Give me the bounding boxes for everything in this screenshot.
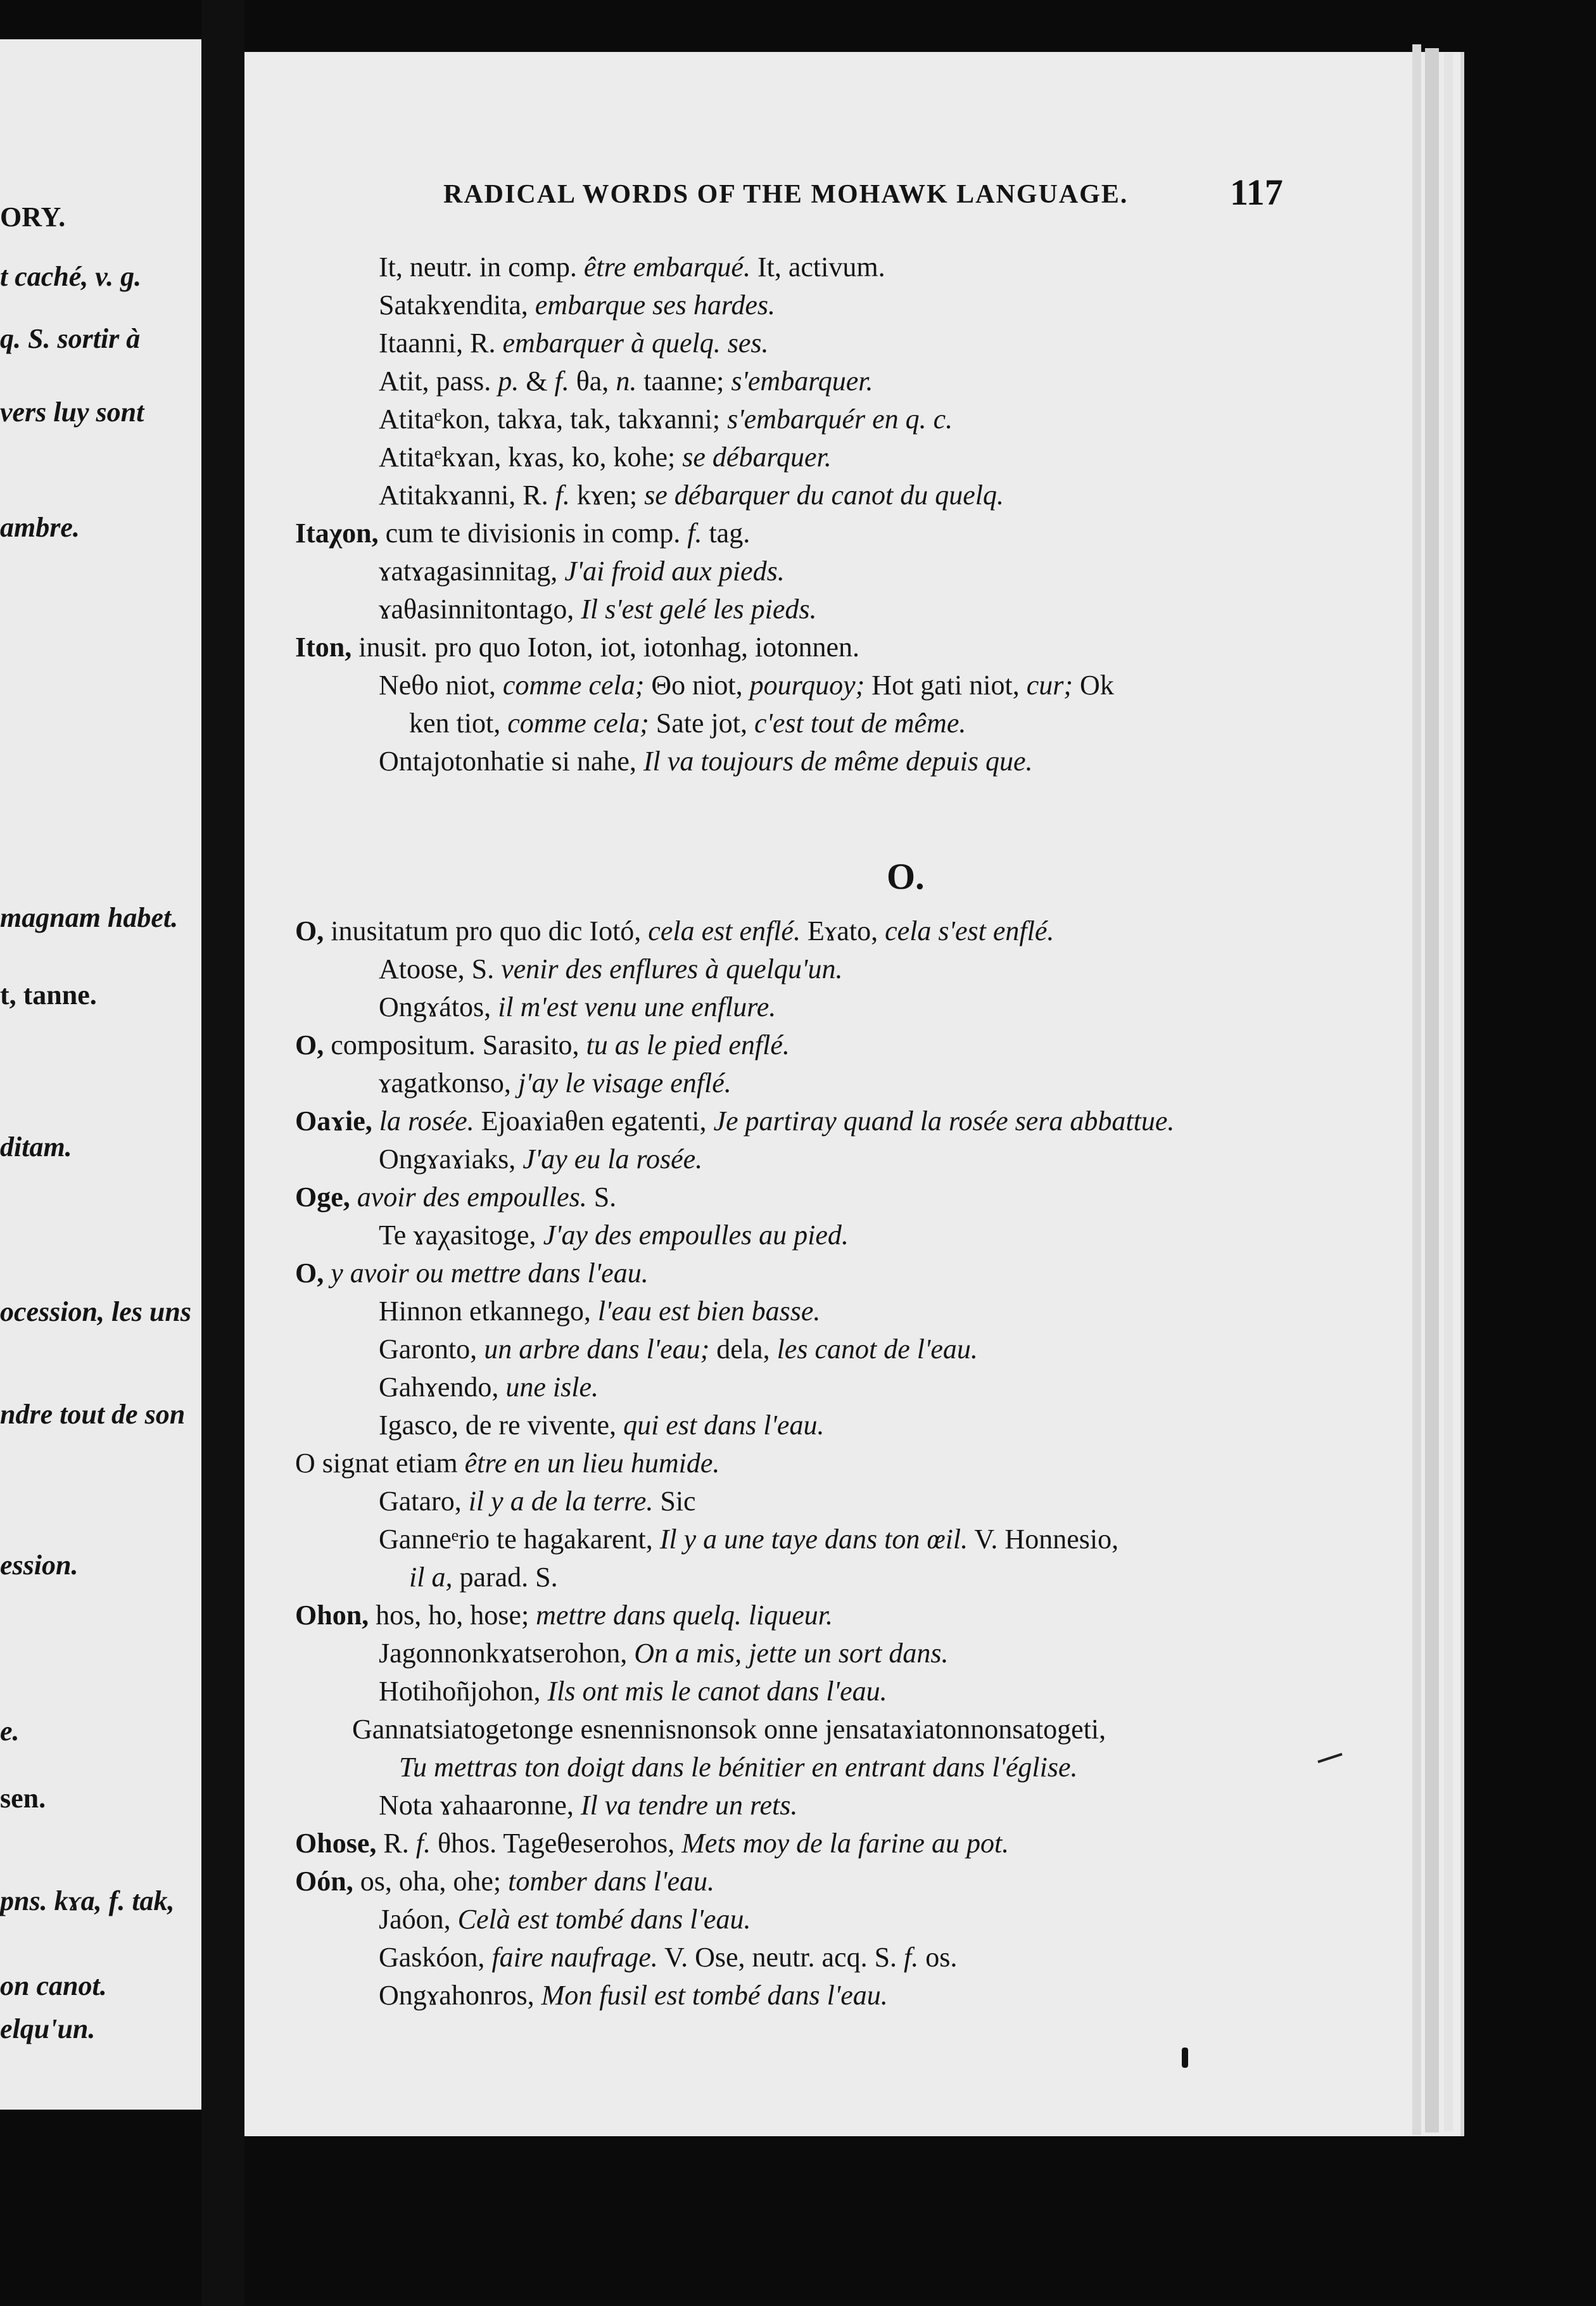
entry-text: Ontajotonhatie si nahe, <box>379 746 643 777</box>
entry-line <box>379 1675 887 1708</box>
entry-line <box>379 1979 888 2012</box>
entry-text: Atit, pass. <box>379 366 498 397</box>
entry-line <box>379 1371 598 1404</box>
french-gloss: Mets moy de la farine au pot. <box>681 1828 1010 1859</box>
entry-text: θa, <box>569 366 616 397</box>
left-page-line: vers luy sont <box>0 397 144 428</box>
french-gloss: cela s'est enflé. <box>885 915 1054 946</box>
french-gloss: n. <box>616 366 637 397</box>
french-gloss: f. <box>415 1828 431 1859</box>
french-gloss: j'ay le visage enflé. <box>517 1067 732 1099</box>
entry-line <box>379 1409 824 1442</box>
headword: Iton, <box>295 632 352 663</box>
entry-text: O <box>295 1448 315 1479</box>
left-page-line: sen. <box>0 1783 46 1814</box>
french-gloss: une isle. <box>505 1372 599 1403</box>
entry-text: Hotihoñjohon, <box>379 1676 548 1707</box>
left-page-line: ndre tout de son <box>0 1399 186 1430</box>
french-gloss: tomber dans l'eau. <box>508 1866 715 1897</box>
french-gloss: Il va tendre un rets. <box>580 1790 798 1821</box>
headword: Itaχon, <box>295 518 379 549</box>
left-page-line: ocession, les uns <box>0 1296 191 1327</box>
entry-text: Ongɤahonros, <box>379 1980 542 2011</box>
french-gloss: J'ay eu la rosée. <box>522 1143 703 1175</box>
french-gloss: J'ay des empoulles au pied. <box>543 1220 849 1251</box>
left-page-line: ambre. <box>0 512 80 543</box>
entry-text: Hinnon etkannego, <box>379 1296 598 1327</box>
entry-line <box>379 403 953 436</box>
entry-text: Atitaᵉkɤan, kɤas, ko, kohe; <box>379 442 683 473</box>
entry-text: tag. <box>702 518 750 549</box>
french-gloss: f. <box>554 366 569 397</box>
entry-line <box>379 479 1004 512</box>
left-page-line: t, tanne. <box>0 979 97 1010</box>
entry-text: Ejoaɤiaθen egatenti, <box>474 1105 714 1137</box>
entry-text <box>324 1258 331 1289</box>
french-gloss: f. <box>687 518 702 549</box>
french-gloss: pourquoy; <box>749 670 865 701</box>
entry-line <box>295 631 859 664</box>
entry-text: taanne; <box>636 366 732 397</box>
entry-line <box>379 327 769 360</box>
french-gloss: c'est tout de même. <box>754 708 966 739</box>
section-letter: O. <box>887 856 925 897</box>
entry-text: compositum. Sarasito, <box>324 1029 586 1061</box>
french-gloss: être en un lieu humide. <box>464 1448 720 1479</box>
french-gloss: p. <box>498 366 519 397</box>
french-gloss: avoir des empoulles. <box>357 1182 587 1213</box>
entry-line <box>379 1941 957 1974</box>
entry-text <box>372 1105 379 1137</box>
left-page-line: magnam habet. <box>0 902 179 933</box>
left-page-line: pns. kɤa, f. tak, <box>0 1885 175 1916</box>
entry-text: Gahɤendo, <box>379 1372 506 1403</box>
french-gloss: Il va toujours de même depuis que. <box>643 746 1033 777</box>
french-gloss: cur; <box>1026 670 1074 701</box>
left-page-line: ditam. <box>0 1131 72 1163</box>
french-gloss: Tu mettras ton doigt dans le bénitier en entrant dans l'église. <box>399 1752 1078 1783</box>
headword: Oge, <box>295 1182 350 1213</box>
entry-text: os, oha, ohe; <box>353 1866 509 1897</box>
entry-text: inusit. pro quo Ioton, iot, iotonhag, iotonnen. <box>352 632 859 663</box>
entry-text: Atoose, S. <box>379 953 502 984</box>
entry-text: Neθo niot, <box>379 670 503 701</box>
left-page-line: ession. <box>0 1550 79 1581</box>
entry-line <box>379 1333 978 1366</box>
french-gloss: il a, <box>409 1562 453 1593</box>
french-gloss: être embarqué. <box>583 252 750 283</box>
entry-line <box>379 1143 702 1176</box>
entry-text: Gannatsiatogetonge esnennisnonsok onne jensataɤiatonnonsatogeti, <box>352 1714 1106 1745</box>
entry-text: Ongɤaɤiaks, <box>379 1143 523 1175</box>
entry-text: R. <box>376 1828 416 1859</box>
entry-text: ɤaθasinnitontago, <box>379 594 581 625</box>
left-page-line: q. S. sortir à <box>0 323 141 354</box>
french-gloss: J'ai froid aux pieds. <box>564 556 785 587</box>
page-edge <box>1425 48 1439 2132</box>
entry-line <box>379 1067 732 1100</box>
headword: Ohon, <box>295 1600 369 1631</box>
pencil-mark <box>1317 1753 1342 1763</box>
entry-line <box>295 1181 616 1214</box>
entry-line <box>409 707 966 740</box>
entry-text: V. Honnesio, <box>968 1524 1119 1555</box>
french-gloss: la rosée. <box>379 1105 474 1137</box>
entry-line <box>379 953 842 986</box>
entry-text: os. <box>918 1942 958 1973</box>
entry-text: inusitatum pro quo dic Iotó, <box>324 915 649 946</box>
entry-text: parad. S. <box>452 1562 558 1593</box>
entry-line <box>379 1523 1118 1556</box>
entry-line <box>379 745 1033 778</box>
french-gloss: embarque ses hardes. <box>535 290 776 321</box>
french-gloss: mettre dans quelq. liqueur. <box>536 1600 833 1631</box>
entry-text: Atitaᵉkon, takɤa, tak, takɤanni; <box>379 404 728 435</box>
entry-line <box>295 1029 790 1062</box>
french-gloss: f. <box>904 1942 919 1973</box>
entry-text: Te ɤaχasitoge, <box>379 1220 543 1251</box>
entry-text: Ongɤátos, <box>379 991 498 1022</box>
entry-line <box>295 1447 719 1480</box>
french-gloss: y avoir ou mettre dans l'eau. <box>331 1258 649 1289</box>
french-gloss: tu as le pied enflé. <box>586 1029 790 1061</box>
left-page-line: e. <box>0 1716 20 1747</box>
entry-line <box>352 1713 1106 1746</box>
entry-text: dela, <box>709 1334 777 1365</box>
french-gloss: Il y a une taye dans ton œil. <box>659 1524 968 1555</box>
entry-line <box>379 1219 849 1252</box>
french-gloss: On a mis, jette un sort dans. <box>634 1638 949 1669</box>
entry-line <box>379 555 785 588</box>
entry-text: Eɤato, <box>800 915 885 946</box>
entry-line <box>295 1599 833 1632</box>
entry-line <box>379 1637 948 1670</box>
entry-text: Sate jot, <box>649 708 754 739</box>
running-head: RADICAL WORDS OF THE MOHAWK LANGUAGE. <box>443 180 1129 209</box>
entry-text: & <box>519 366 555 397</box>
entry-line <box>295 1257 649 1290</box>
french-gloss: embarquer à quelq. ses. <box>502 328 769 359</box>
entry-text: Jaóon, <box>379 1904 458 1935</box>
left-page-line: on canot. <box>0 1970 107 2001</box>
french-gloss: cela est enflé. <box>648 915 801 946</box>
entry-text: Hot gati niot, <box>864 670 1027 701</box>
entry-text: Sic <box>653 1486 696 1517</box>
page-number: 117 <box>1230 172 1283 213</box>
left-page-line: ORY. <box>0 201 66 233</box>
entry-text: signat etiam <box>315 1448 465 1479</box>
entry-text <box>350 1182 357 1213</box>
entry-text: Nota ɤahaaronne, <box>379 1790 581 1821</box>
french-gloss: venir des enflures à quelqu'un. <box>501 953 843 984</box>
entry-line <box>379 251 885 284</box>
entry-line <box>295 915 1054 948</box>
entry-text: Satakɤendita, <box>379 290 535 321</box>
entry-line <box>379 441 832 474</box>
french-gloss: il m'est venu une enflure. <box>498 991 776 1022</box>
entry-text: kɤen; <box>569 480 645 511</box>
entry-text: Θo niot, <box>644 670 750 701</box>
headword: O, <box>295 915 324 946</box>
entry-text: θhos. Tageθeserohos, <box>430 1828 682 1859</box>
entry-line <box>399 1751 1077 1784</box>
entry-text: Garonto, <box>379 1334 484 1365</box>
french-gloss: f. <box>555 480 570 511</box>
left-page-line: elqu'un. <box>0 2013 96 2044</box>
french-gloss: un arbre dans l'eau; <box>484 1334 710 1365</box>
entry-text: It, activum. <box>750 252 885 283</box>
entry-text: V. Ose, neutr. acq. S. <box>657 1942 904 1973</box>
entry-line <box>295 1105 1174 1138</box>
french-gloss: Mon fusil est tombé dans l'eau. <box>541 1980 888 2011</box>
french-gloss: se débarquer du canot du quelq. <box>644 480 1004 511</box>
french-gloss: il y a de la terre. <box>468 1486 654 1517</box>
entry-text: It, neutr. in comp. <box>379 252 584 283</box>
entry-line <box>379 1789 797 1822</box>
french-gloss: s'embarquer. <box>731 366 873 397</box>
entry-text: S. <box>586 1182 617 1213</box>
french-gloss: se débarquer. <box>682 442 832 473</box>
entry-text: ɤagatkonso, <box>379 1067 518 1099</box>
entry-text: Ganneᵉrio te hagakarent, <box>379 1524 660 1555</box>
french-gloss: Il s'est gelé les pieds. <box>581 594 817 625</box>
entry-line <box>379 1903 750 1936</box>
entry-line <box>379 1295 820 1328</box>
entry-text: Gataro, <box>379 1486 469 1517</box>
entry-line <box>379 669 1114 702</box>
headword: O, <box>295 1029 324 1061</box>
entry-line <box>379 1485 696 1518</box>
french-gloss: Je partiray quand la rosée sera abbattue. <box>713 1105 1175 1137</box>
french-gloss: l'eau est bien basse. <box>597 1296 821 1327</box>
entry-text: hos, ho, hose; <box>369 1600 536 1631</box>
entry-line <box>379 365 873 398</box>
page-edge <box>1412 44 1421 2135</box>
entry-line <box>295 517 750 550</box>
entry-line <box>295 1827 1009 1860</box>
entry-text: Jagonnonkɤatserohon, <box>379 1638 635 1669</box>
entry-text: Ok <box>1073 670 1114 701</box>
page-edge <box>1444 53 1453 2131</box>
french-gloss: s'embarquér en q. c. <box>727 404 953 435</box>
french-gloss: faire naufrage. <box>491 1942 658 1973</box>
entry-line <box>379 991 776 1024</box>
entry-text: Igasco, de re vivente, <box>379 1410 624 1441</box>
french-gloss: comme cela; <box>502 670 645 701</box>
headword: Ohose, <box>295 1828 377 1859</box>
entry-line <box>409 1561 558 1594</box>
entry-line <box>295 1865 714 1898</box>
entry-text: Itaanni, R. <box>379 328 503 359</box>
headword: O, <box>295 1258 324 1289</box>
entry-line <box>379 593 817 626</box>
french-gloss: Ils ont mis le canot dans l'eau. <box>547 1676 887 1707</box>
french-gloss: les canot de l'eau. <box>776 1334 978 1365</box>
french-gloss: Celà est tombé dans l'eau. <box>457 1904 751 1935</box>
french-gloss: comme cela; <box>507 708 649 739</box>
entry-text: ken tiot, <box>409 708 508 739</box>
ink-mark <box>1182 2048 1188 2068</box>
entry-line <box>379 289 775 322</box>
entry-text: ɤatɤagasinnitag, <box>379 556 565 587</box>
entry-text: Atitakɤanni, R. <box>379 480 555 511</box>
entry-text: Gaskóon, <box>379 1942 492 1973</box>
french-gloss: qui est dans l'eau. <box>623 1410 825 1441</box>
left-page-line: t caché, v. g. <box>0 261 142 292</box>
headword: Oaɤie, <box>295 1105 372 1137</box>
entry-text: cum te divisionis in comp. <box>378 518 688 549</box>
headword: Oón, <box>295 1866 353 1897</box>
